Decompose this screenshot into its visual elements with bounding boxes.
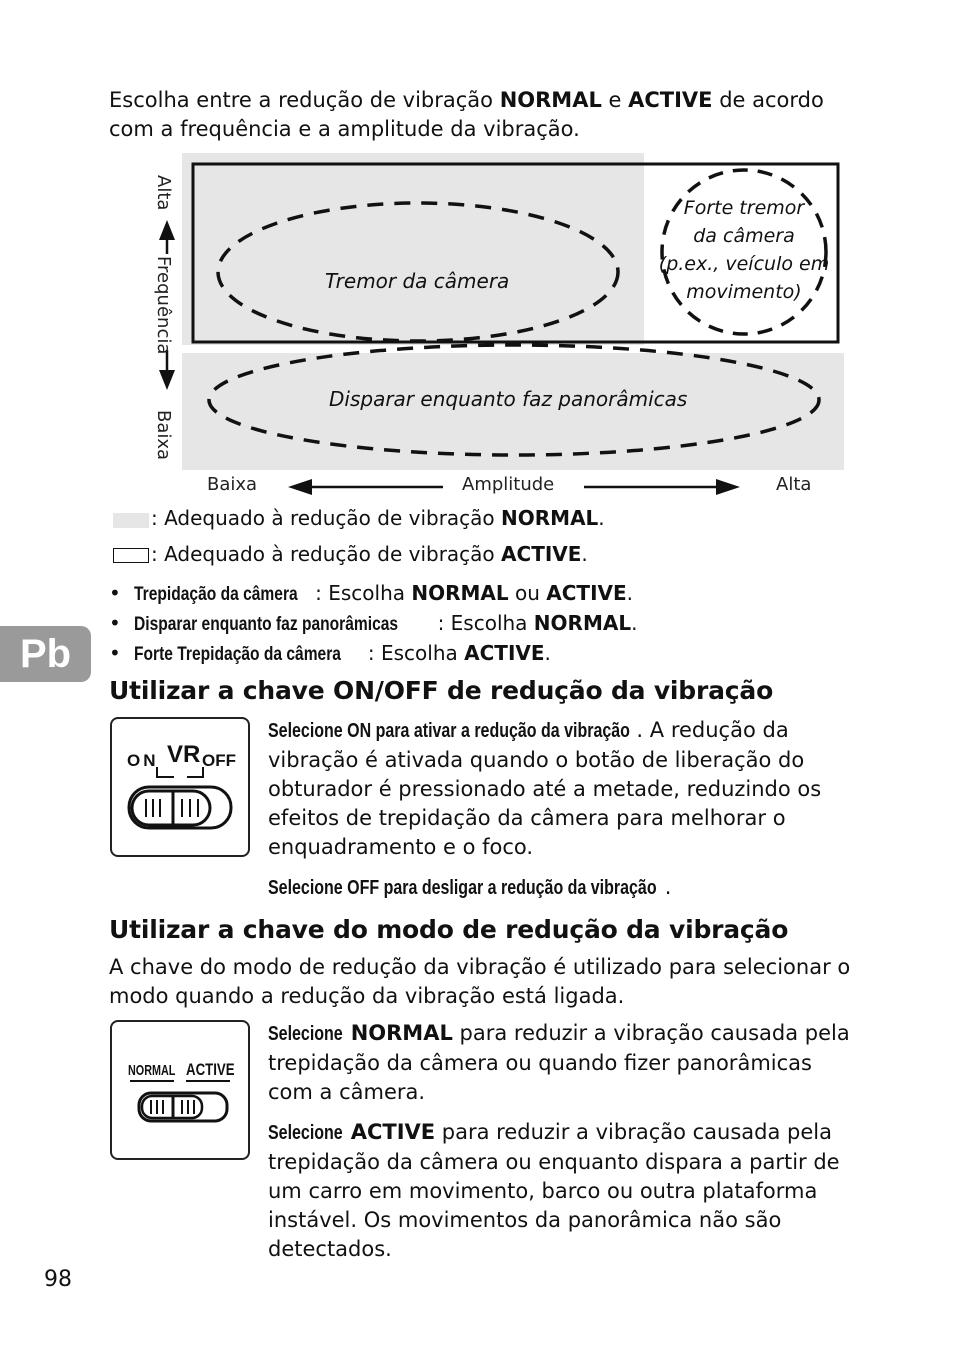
list-item: • Forte Trepidação da câmera : Escolha ACTIVE. [109, 641, 551, 665]
legend-normal-swatch [113, 513, 149, 528]
mode-switch-illustration [110, 1020, 250, 1160]
vr-on-label: ON [127, 751, 159, 770]
section2-title: Utilizar a chave do modo de redução da vibração [109, 915, 789, 944]
vr-switch-illustration [110, 717, 250, 857]
panning-label: Disparar enquanto faz panorâmicas [329, 387, 688, 411]
section2-paragraph-normal: Selecione NORMAL para reduzir a vibração causada pela trepidação da câmera ou quando fizer panorâmicas com a câmera. [268, 1021, 850, 1104]
amp-low-label: Baixa [207, 474, 258, 495]
freq-arrow-up-icon [159, 220, 175, 240]
shake-label: Tremor da câmera [325, 269, 510, 293]
legend-active-text: : Adequado à redução de vibração ACTIVE. [151, 542, 588, 566]
language-tab: Pb [0, 626, 91, 682]
section1-paragraph-1: Selecione ON para ativar a redução da vibração . A redução da vibração é ativada quando o botão de liberação do obturador é pressionado até a metade, reduzindo os efeitos de trepidação da câmera para melhorar o enquadramento e o foco. [268, 718, 822, 859]
legend-active-swatch [113, 548, 149, 563]
section1-title: Utilizar a chave ON/OFF de redução da vibração [109, 676, 774, 705]
vr-switch-icon [112, 719, 248, 855]
list-item: • Trepidação da câmera : Escolha NORMAL ou ACTIVE. [109, 581, 634, 605]
normal-area-bottom [182, 353, 844, 470]
amp-high-label: Alta [776, 474, 812, 495]
intro-paragraph [109, 86, 849, 144]
section2-paragraph-active: Selecione ACTIVE para reduzir a vibração causada pela trepidação da câmera ou enquanto dispara a partir de um carro em movimento, barco ou outra plataforma instável. Os movimentos da panorâmica não são detectados. [268, 1120, 840, 1261]
bullet-list [109, 579, 637, 669]
vr-off-label: OFF [202, 751, 236, 770]
page-number: 98 [44, 1267, 72, 1292]
mode-switch-icon [112, 1022, 248, 1158]
intro-line-1: Escolha entre a redução de vibração NORMAL e ACTIVE de acordo [109, 88, 824, 112]
amp-axis-label: Amplitude [462, 474, 555, 495]
amp-arrow-right-icon [582, 476, 742, 498]
mode-active-label: ACTIVE [186, 1060, 235, 1079]
freq-arrow-down-icon [159, 370, 175, 390]
section2-intro: A chave do modo de redução da vibração é utilizado para selecionar o modo quando a redução da vibração está ligada. [109, 955, 851, 1008]
vr-label: VR [167, 741, 201, 768]
freq-low-label: Baixa [153, 410, 174, 461]
mode-normal-label: NORMAL [128, 1062, 176, 1079]
section1-paragraph-2: Selecione OFF para desligar a redução da vibração . [268, 875, 672, 899]
strong-shake-label: Forte tremor da câmera (p.ex., veículo em movimento) [658, 197, 830, 303]
legend-normal-text: : Adequado à redução de vibração NORMAL. [151, 506, 605, 530]
freq-axis-label: Frequência [153, 256, 174, 355]
intro-line-2: com a frequência e a amplitude da vibração. [109, 117, 580, 141]
freq-high-label: Alta [153, 175, 174, 211]
amp-arrow-left-icon [288, 476, 448, 498]
list-item: • Disparar enquanto faz panorâmicas : Escolha NORMAL. [109, 611, 638, 635]
